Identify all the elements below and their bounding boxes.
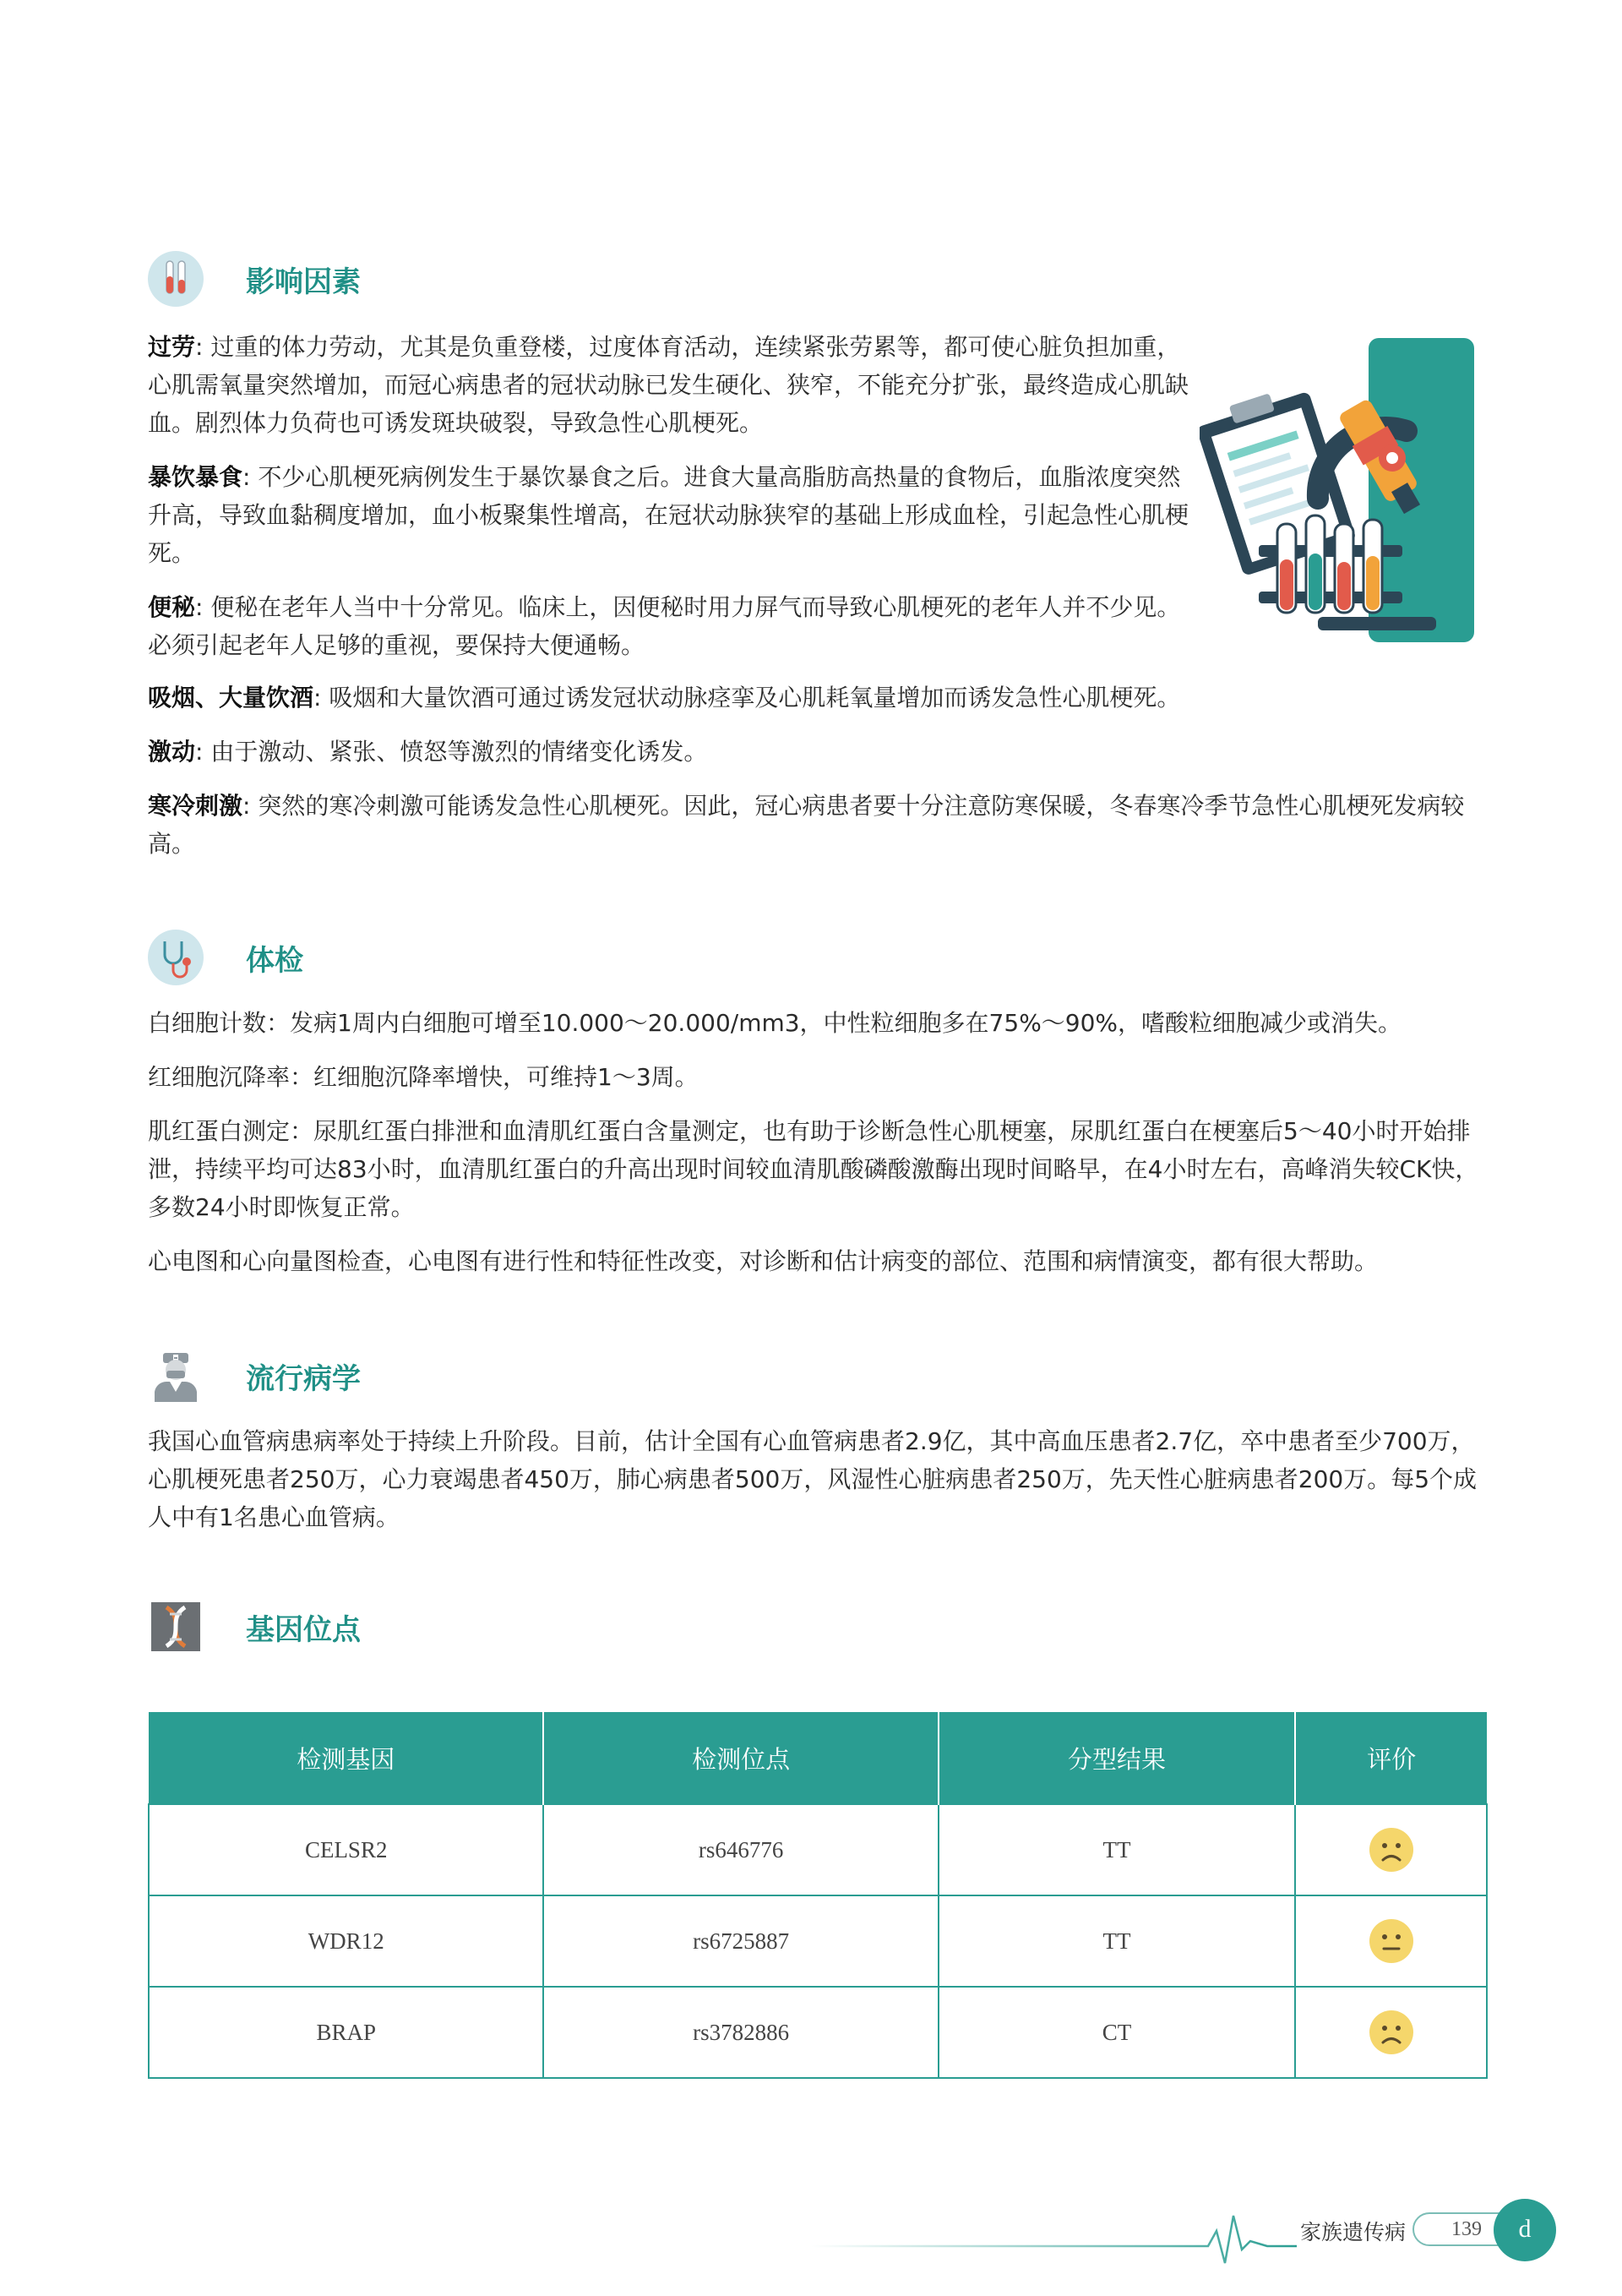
factor-sep: : bbox=[195, 333, 211, 361]
dna-icon bbox=[148, 1599, 204, 1655]
stethoscope-icon bbox=[148, 930, 204, 985]
factor-text: 吸烟和大量饮酒可通过诱发冠状动脉痉挛及心肌耗氧量增加而诱发急性心肌梗死。 bbox=[329, 684, 1181, 712]
factor-term: 激动 bbox=[148, 738, 196, 766]
header-rating: 评价 bbox=[1295, 1712, 1487, 1804]
exam-paragraph: 红细胞沉降率：红细胞沉降率增快，可维持1～3周。 bbox=[148, 1063, 699, 1091]
lab-illustration-icon bbox=[1200, 338, 1487, 646]
factor-text: 便秘在老年人当中十分常见。临床上，因便秘时用力屏气而导致心肌梗死的老年人并不少见。必须引起老年人足够的重视，要保持大便通畅。 bbox=[148, 593, 1181, 659]
factors-block-1 bbox=[148, 328, 1195, 680]
section-header-gene bbox=[148, 1597, 361, 1656]
factor-term: 过劳 bbox=[148, 333, 196, 361]
factor-term: 寒冷刺激 bbox=[148, 792, 243, 820]
factor-sep: : bbox=[195, 593, 211, 621]
factor-paragraph bbox=[148, 787, 1491, 863]
cell-type: TT bbox=[939, 1804, 1295, 1895]
factors-block-2 bbox=[148, 679, 1491, 879]
heartbeat-line-icon bbox=[811, 2190, 1335, 2275]
epidemiology-block bbox=[148, 1422, 1491, 1552]
book-title: 家族遗传病 bbox=[1300, 2220, 1407, 2244]
page-footer bbox=[811, 2190, 1571, 2275]
section-title-epidemiology: 流行病学 bbox=[246, 1361, 361, 1396]
factor-text: 由于激动、紧张、愤怒等激烈的情绪变化诱发。 bbox=[210, 738, 708, 766]
factor-sep: : bbox=[313, 684, 329, 712]
factor-sep: : bbox=[195, 738, 211, 766]
section-title-exam: 体检 bbox=[246, 943, 303, 978]
header-type: 分型结果 bbox=[939, 1712, 1295, 1804]
table-row bbox=[149, 1895, 1487, 1987]
exam-paragraph: 心电图和心向量图检查，心电图有进行性和特征性改变，对诊断和估计病变的部位、范围和病情演变，都有很大帮助。 bbox=[148, 1247, 1379, 1275]
section-title-gene: 基因位点 bbox=[246, 1612, 361, 1647]
table-row bbox=[149, 1987, 1487, 2078]
factor-term: 吸烟、大量饮酒 bbox=[148, 684, 314, 712]
section-title-factors: 影响因素 bbox=[246, 265, 361, 299]
table-row bbox=[149, 1804, 1487, 1895]
factor-sep: : bbox=[242, 463, 259, 491]
cell-type: TT bbox=[939, 1895, 1295, 1987]
gene-table bbox=[148, 1712, 1488, 2079]
factor-text: 突然的寒冷刺激可能诱发急性心肌梗死。因此，冠心病患者要十分注意防寒保暖，冬春寒冷季节急性心肌梗死发病较高。 bbox=[148, 792, 1465, 858]
sad-face-icon bbox=[1369, 2010, 1414, 2055]
exam-block bbox=[148, 1004, 1491, 1296]
factor-term: 便秘 bbox=[148, 593, 196, 621]
test-tube-icon bbox=[148, 251, 204, 307]
cell-rating bbox=[1295, 1987, 1487, 2078]
factor-text: 过重的体力劳动，尤其是负重登楼，过度体育活动，连续紧张劳累等，都可使心脏负担加重，心肌需氧量突然增加，而冠心病患者的冠状动脉已发生硬化、狭窄，不能充分扩张，最终造成心肌缺血。剧烈体力负荷也可诱发斑块破裂，导致急性心肌梗死。 bbox=[148, 333, 1189, 437]
factor-paragraph bbox=[148, 458, 1195, 572]
doctor-icon bbox=[148, 1348, 204, 1404]
cell-site: rs3782886 bbox=[543, 1987, 938, 2078]
sad-face-icon bbox=[1369, 1827, 1414, 1873]
exam-paragraph: 白细胞计数：发病1周内白细胞可增至10.000～20.000/mm3，中性粒细胞多在75%～90%，嗜酸粒细胞减少或消失。 bbox=[148, 1009, 1402, 1037]
page-number-text: 139 bbox=[1451, 2218, 1482, 2240]
factor-paragraph bbox=[148, 679, 1491, 717]
cell-site: rs646776 bbox=[543, 1804, 938, 1895]
exam-paragraph: 肌红蛋白测定：尿肌红蛋白排泄和血清肌红蛋白含量测定，也有助于诊断急性心肌梗塞，尿肌红蛋白在梗塞后5～40小时开始排泄，持续平均可达83小时，血清肌红蛋白的升高出现时间较血清肌酸磷酸激酶出现时间略早，在4小时左右，高峰消失较CK快，多数24小时即恢复正常。 bbox=[148, 1117, 1479, 1221]
cell-rating bbox=[1295, 1804, 1487, 1895]
table-header-row bbox=[149, 1712, 1487, 1804]
factor-text: 不少心肌梗死病例发生于暴饮暴食之后。进食大量高脂肪高热量的食物后，血脂浓度突然升高，导致血黏稠度增加，血小板聚集性增高，在冠状动脉狭窄的基础上形成血栓，引起急性心肌梗死。 bbox=[148, 463, 1189, 567]
cell-gene: CELSR2 bbox=[149, 1804, 543, 1895]
cell-site: rs6725887 bbox=[543, 1895, 938, 1987]
page-badge-text: d bbox=[1518, 2215, 1532, 2243]
factor-paragraph bbox=[148, 328, 1195, 442]
section-header-epidemiology bbox=[148, 1346, 361, 1405]
section-header-exam bbox=[148, 928, 303, 987]
factor-sep: : bbox=[242, 792, 259, 820]
cell-gene: BRAP bbox=[149, 1987, 543, 2078]
cell-type: CT bbox=[939, 1987, 1295, 2078]
cell-rating bbox=[1295, 1895, 1487, 1987]
section-header-factors bbox=[148, 249, 361, 308]
factor-term: 暴饮暴食 bbox=[148, 463, 243, 491]
header-site: 检测位点 bbox=[543, 1712, 938, 1804]
cell-gene: WDR12 bbox=[149, 1895, 543, 1987]
page-badge bbox=[1494, 2199, 1556, 2261]
factor-paragraph bbox=[148, 733, 1491, 771]
neutral-face-icon bbox=[1369, 1918, 1414, 1964]
header-gene: 检测基因 bbox=[149, 1712, 543, 1804]
factor-paragraph bbox=[148, 588, 1195, 664]
epidemiology-text: 我国心血管病患病率处于持续上升阶段。目前，估计全国有心血管病患者2.9亿，其中高血压患者2.7亿，卒中患者至少700万，心肌梗死患者250万，心力衰竭患者450万，肺心病患者500万，风湿性心脏病患者250万，先天性心脏病患者200万。每5个成人中有1名患心血管病。 bbox=[148, 1427, 1478, 1531]
